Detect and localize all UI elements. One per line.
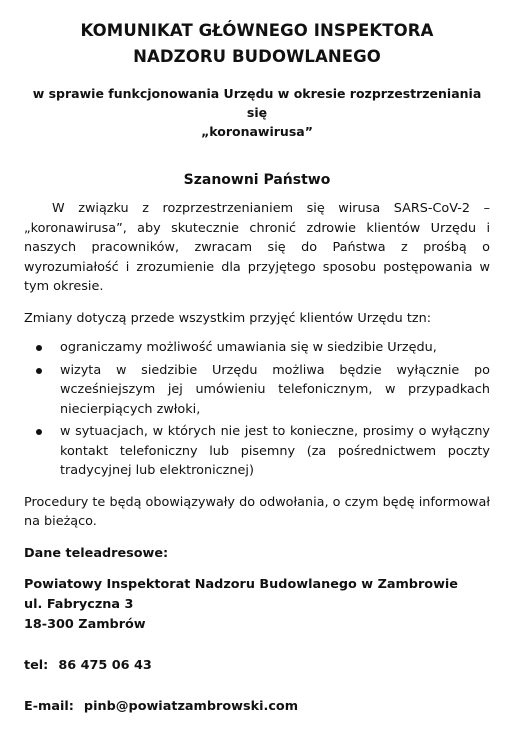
subtitle-line-2: „koronawirusa” [201, 124, 313, 139]
list-item-text: w sytuacjach, w których nie jest to konieczne, prosimy o wyłączny kontakt telefoniczny lub pisemny (za pośrednictwem poczty tradycyjnej lub elektronicznej) [60, 424, 490, 478]
contact-address [24, 575, 490, 635]
contact-heading: Dane teleadresowe: [24, 545, 169, 561]
bullet-icon [36, 345, 42, 351]
title-line-1: KOMUNIKAT GŁÓWNEGO INSPEKTORA [80, 21, 434, 40]
subtitle-line-1: w sprawie funkcjonowania Urzędu w okresie rozprzestrzeniania się [32, 86, 482, 120]
list-item [60, 338, 490, 358]
contact-phone [24, 656, 490, 676]
email-label: E-mail: [24, 699, 74, 714]
title-line-2: NADZORU BUDOWLANEGO [133, 47, 381, 66]
greeting: Szanowni Państwo [183, 172, 331, 188]
document-title [24, 18, 490, 70]
contact-city: 18-300 Zambrów [24, 617, 146, 632]
document-subtitle [24, 84, 490, 141]
contact-org: Powiatowy Inspektorat Nadzoru Budowlanego w Zambrowie [24, 577, 458, 592]
list-item-text: wizyta w siedzibie Urzędu możliwa będzie wyłącznie po wcześniejszym jej umówieniu telefonicznym, w przypadkach niecierpiących zwłoki, [60, 362, 490, 417]
email-value: pinb@powiatzambrowski.com [83, 699, 299, 714]
list-item [60, 422, 490, 481]
list-item-text: ograniczamy możliwość umawiania się w siedzibie Urzędu, [60, 340, 437, 355]
list-item [60, 361, 490, 420]
procedures-paragraph: Procedury te będą obowiązywały do odwołania, o czym będę informował na bieżąco. [24, 494, 490, 529]
intro-paragraph: W związku z rozprzestrzenianiem się wirusa SARS-CoV-2 – „koronawirusa”, aby skutecznie chronić zdrowie klientów Urzędu i naszych pracowników, zwracam się do Państwa z prośbą o wyrozumiałość i zrozumienie dla przyjętego sposobu postępowania w tym okresie. [24, 201, 490, 294]
changes-paragraph: Zmiany dotyczą przede wszystkim przyjęć klientów Urzędu tzn: [24, 310, 432, 326]
changes-list [24, 338, 490, 481]
contact-email [24, 697, 490, 717]
phone-value: 86 475 06 43 [58, 658, 152, 673]
bullet-icon [36, 429, 42, 435]
bullet-icon [36, 368, 42, 374]
contact-street: ul. Fabryczna 3 [24, 597, 134, 612]
phone-label: tel: [24, 658, 49, 673]
